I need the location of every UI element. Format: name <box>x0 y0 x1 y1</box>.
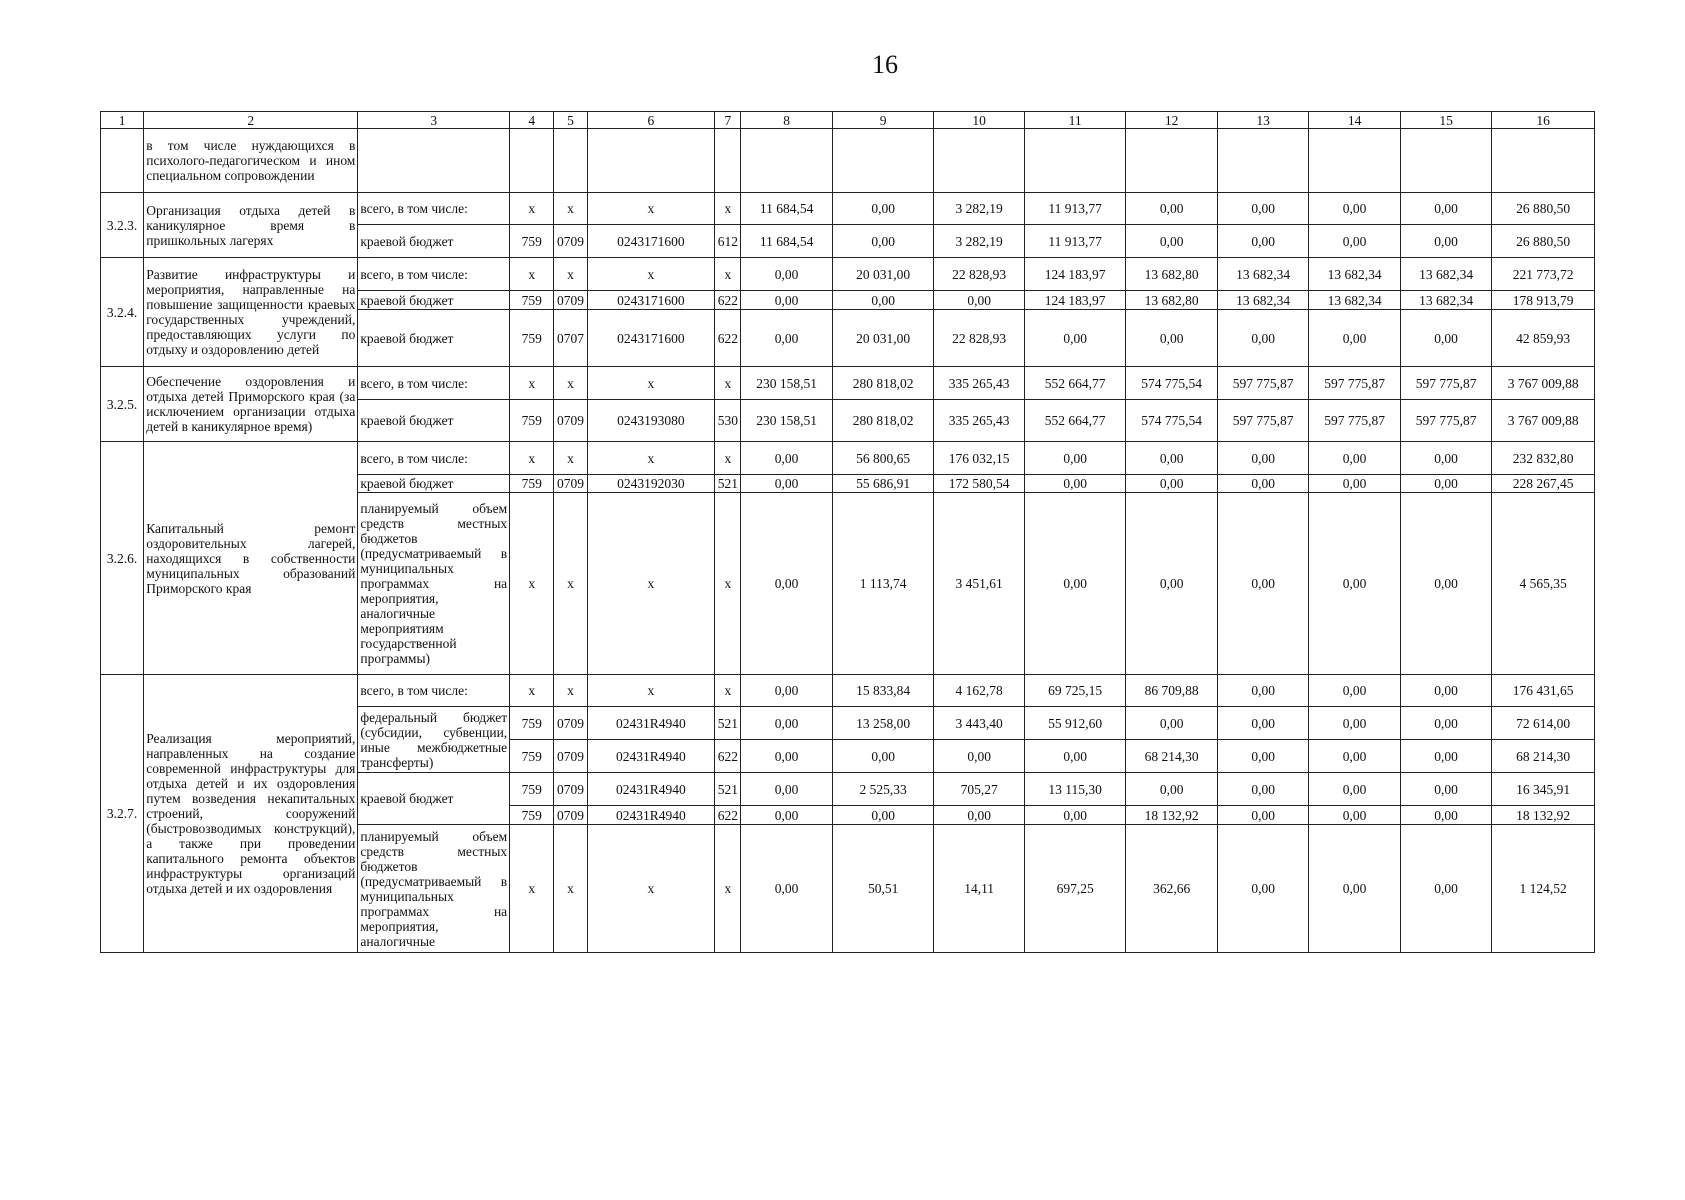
budget-code: 0709 <box>554 291 587 310</box>
activity-description: Развитие инфраструктуры и мероприятия, направленные на повышение защищенности краевых государственных учреждений, предоставляющих услуги по отдыху и оздоровлению детей <box>144 258 358 367</box>
value-cell: 0,00 <box>1126 442 1217 475</box>
column-number: 2 <box>144 112 358 129</box>
budget-code: x <box>510 367 554 400</box>
value-cell: 0,00 <box>1400 475 1491 493</box>
budget-code: x <box>510 493 554 675</box>
budget-code: x <box>715 825 741 953</box>
value-cell: 335 265,43 <box>934 400 1024 442</box>
value-cell: 0,00 <box>1126 773 1217 806</box>
value-cell <box>832 129 934 193</box>
value-cell: 230 158,51 <box>741 400 832 442</box>
budget-code: 622 <box>715 740 741 773</box>
value-cell <box>934 129 1024 193</box>
value-cell: 335 265,43 <box>934 367 1024 400</box>
budget-code <box>715 129 741 193</box>
value-cell <box>1309 129 1400 193</box>
table-row <box>101 367 1595 400</box>
value-cell: 0,00 <box>1400 225 1491 258</box>
activity-description: Капитальный ремонт оздоровительных лагерей, находящихся в собственности муниципальных образований Приморского края <box>144 442 358 675</box>
total-cell: 42 859,93 <box>1492 310 1595 367</box>
funding-source: всего, в том числе: <box>358 442 510 475</box>
value-cell: 55 912,60 <box>1024 707 1126 740</box>
value-cell: 0,00 <box>741 773 832 806</box>
budget-code: 0709 <box>554 225 587 258</box>
budget-code: 0709 <box>554 773 587 806</box>
value-cell: 0,00 <box>1309 773 1400 806</box>
value-cell: 69 725,15 <box>1024 675 1126 707</box>
value-cell: 0,00 <box>1217 475 1308 493</box>
value-cell: 0,00 <box>741 806 832 825</box>
item-number: 3.2.5. <box>101 367 144 442</box>
value-cell: 0,00 <box>1309 493 1400 675</box>
total-cell: 221 773,72 <box>1492 258 1595 291</box>
budget-code: x <box>554 825 587 953</box>
budget-code: x <box>587 825 715 953</box>
value-cell: 280 818,02 <box>832 400 934 442</box>
funding-source: краевой бюджет <box>358 291 510 310</box>
budget-code: x <box>554 367 587 400</box>
value-cell: 0,00 <box>1024 442 1126 475</box>
value-cell: 597 775,87 <box>1400 400 1491 442</box>
item-number: 3.2.4. <box>101 258 144 367</box>
value-cell: 0,00 <box>741 740 832 773</box>
funding-source: краевой бюджет <box>358 225 510 258</box>
value-cell: 3 282,19 <box>934 225 1024 258</box>
value-cell: 124 183,97 <box>1024 291 1126 310</box>
value-cell: 4 162,78 <box>934 675 1024 707</box>
item-number: 3.2.6. <box>101 442 144 675</box>
budget-table <box>100 111 1595 953</box>
value-cell: 55 686,91 <box>832 475 934 493</box>
value-cell: 0,00 <box>741 825 832 953</box>
budget-code: x <box>554 675 587 707</box>
value-cell: 13 682,34 <box>1217 258 1308 291</box>
value-cell: 0,00 <box>1309 442 1400 475</box>
value-cell: 0,00 <box>1309 675 1400 707</box>
value-cell: 0,00 <box>1309 310 1400 367</box>
budget-code <box>510 129 554 193</box>
value-cell: 22 828,93 <box>934 258 1024 291</box>
value-cell: 0,00 <box>1309 475 1400 493</box>
value-cell: 0,00 <box>1217 193 1308 225</box>
budget-code: 622 <box>715 806 741 825</box>
value-cell: 0,00 <box>1126 225 1217 258</box>
value-cell: 597 775,87 <box>1217 367 1308 400</box>
budget-code: 0709 <box>554 475 587 493</box>
value-cell: 0,00 <box>741 707 832 740</box>
value-cell: 0,00 <box>741 291 832 310</box>
value-cell: 0,00 <box>1400 740 1491 773</box>
value-cell: 13 682,34 <box>1400 291 1491 310</box>
funding-source: всего, в том числе: <box>358 367 510 400</box>
column-number: 8 <box>741 112 832 129</box>
budget-code: x <box>510 442 554 475</box>
value-cell: 20 031,00 <box>832 258 934 291</box>
funding-source: краевой бюджет <box>358 400 510 442</box>
value-cell: 0,00 <box>1024 475 1126 493</box>
budget-code: x <box>715 675 741 707</box>
value-cell: 0,00 <box>1309 707 1400 740</box>
value-cell: 0,00 <box>1400 806 1491 825</box>
value-cell: 230 158,51 <box>741 367 832 400</box>
budget-code: x <box>587 493 715 675</box>
total-cell: 232 832,80 <box>1492 442 1595 475</box>
budget-code: 759 <box>510 740 554 773</box>
value-cell: 11 913,77 <box>1024 193 1126 225</box>
budget-code: x <box>715 442 741 475</box>
funding-source: планируемый объем средств местных бюджетов (предусматриваемый в муниципальных программах на мероприятия, аналогичные мероприятиям государственной программы) <box>358 493 510 675</box>
value-cell: 0,00 <box>934 806 1024 825</box>
value-cell: 0,00 <box>1217 773 1308 806</box>
value-cell: 13 682,34 <box>1309 258 1400 291</box>
value-cell: 0,00 <box>1400 193 1491 225</box>
value-cell: 0,00 <box>832 225 934 258</box>
value-cell: 0,00 <box>1126 310 1217 367</box>
budget-code: x <box>587 193 715 225</box>
budget-code: 0243171600 <box>587 310 715 367</box>
funding-source: краевой бюджет <box>358 475 510 493</box>
budget-code: 0709 <box>554 707 587 740</box>
value-cell: 0,00 <box>1309 740 1400 773</box>
value-cell: 86 709,88 <box>1126 675 1217 707</box>
value-cell: 68 214,30 <box>1126 740 1217 773</box>
value-cell: 14,11 <box>934 825 1024 953</box>
value-cell: 20 031,00 <box>832 310 934 367</box>
value-cell: 56 800,65 <box>832 442 934 475</box>
value-cell: 0,00 <box>741 493 832 675</box>
column-number: 16 <box>1492 112 1595 129</box>
budget-code: 02431R4940 <box>587 806 715 825</box>
value-cell: 15 833,84 <box>832 675 934 707</box>
value-cell: 0,00 <box>832 291 934 310</box>
value-cell <box>1126 129 1217 193</box>
value-cell: 3 443,40 <box>934 707 1024 740</box>
table-row <box>101 442 1595 475</box>
budget-code: 02431R4940 <box>587 773 715 806</box>
funding-source: всего, в том числе: <box>358 675 510 707</box>
column-number: 9 <box>832 112 934 129</box>
total-cell: 68 214,30 <box>1492 740 1595 773</box>
value-cell: 0,00 <box>741 310 832 367</box>
value-cell: 697,25 <box>1024 825 1126 953</box>
total-cell: 26 880,50 <box>1492 193 1595 225</box>
budget-code: 759 <box>510 475 554 493</box>
value-cell: 11 684,54 <box>741 193 832 225</box>
budget-code: 759 <box>510 310 554 367</box>
value-cell: 13 682,34 <box>1217 291 1308 310</box>
value-cell: 11 684,54 <box>741 225 832 258</box>
budget-code: x <box>715 367 741 400</box>
column-number: 7 <box>715 112 741 129</box>
column-number: 12 <box>1126 112 1217 129</box>
budget-code: x <box>587 675 715 707</box>
budget-code: 0243171600 <box>587 291 715 310</box>
value-cell <box>1400 129 1491 193</box>
total-cell: 176 431,65 <box>1492 675 1595 707</box>
budget-code: 759 <box>510 806 554 825</box>
value-cell: 0,00 <box>1024 493 1126 675</box>
value-cell: 13 682,34 <box>1400 258 1491 291</box>
column-number: 10 <box>934 112 1024 129</box>
budget-code: 0709 <box>554 400 587 442</box>
value-cell: 0,00 <box>934 291 1024 310</box>
column-number: 15 <box>1400 112 1491 129</box>
total-cell: 178 913,79 <box>1492 291 1595 310</box>
value-cell: 0,00 <box>1217 310 1308 367</box>
value-cell: 0,00 <box>1126 193 1217 225</box>
budget-code: x <box>510 825 554 953</box>
value-cell: 0,00 <box>832 740 934 773</box>
value-cell: 574 775,54 <box>1126 400 1217 442</box>
column-number: 11 <box>1024 112 1126 129</box>
budget-code: 521 <box>715 707 741 740</box>
value-cell: 13 682,80 <box>1126 258 1217 291</box>
value-cell: 597 775,87 <box>1217 400 1308 442</box>
value-cell: 3 451,61 <box>934 493 1024 675</box>
value-cell: 50,51 <box>832 825 934 953</box>
value-cell: 552 664,77 <box>1024 400 1126 442</box>
budget-code: x <box>554 258 587 291</box>
table-row <box>101 193 1595 225</box>
funding-source <box>358 129 510 193</box>
value-cell: 0,00 <box>1217 225 1308 258</box>
budget-code: x <box>715 193 741 225</box>
item-number: 3.2.3. <box>101 193 144 258</box>
value-cell: 0,00 <box>1126 475 1217 493</box>
total-cell: 228 267,45 <box>1492 475 1595 493</box>
column-number: 13 <box>1217 112 1308 129</box>
budget-code: 0243193080 <box>587 400 715 442</box>
budget-code: 521 <box>715 475 741 493</box>
column-number: 1 <box>101 112 144 129</box>
budget-code: x <box>554 442 587 475</box>
budget-code: 759 <box>510 225 554 258</box>
value-cell: 0,00 <box>832 806 934 825</box>
budget-code: 0707 <box>554 310 587 367</box>
budget-code: x <box>510 258 554 291</box>
value-cell: 0,00 <box>1217 493 1308 675</box>
total-cell: 72 614,00 <box>1492 707 1595 740</box>
funding-source: краевой бюджет <box>358 310 510 367</box>
column-number: 5 <box>554 112 587 129</box>
budget-code: x <box>715 258 741 291</box>
budget-code: x <box>587 367 715 400</box>
funding-source: всего, в том числе: <box>358 258 510 291</box>
budget-code: 612 <box>715 225 741 258</box>
activity-description: в том числе нуждающихся в психолого-педагогическом и ином специальном сопровождении <box>144 129 358 193</box>
column-number: 4 <box>510 112 554 129</box>
value-cell: 362,66 <box>1126 825 1217 953</box>
value-cell: 0,00 <box>741 475 832 493</box>
value-cell: 0,00 <box>741 258 832 291</box>
value-cell: 0,00 <box>1309 193 1400 225</box>
value-cell: 0,00 <box>1217 825 1308 953</box>
value-cell: 597 775,87 <box>1309 400 1400 442</box>
value-cell: 0,00 <box>1024 806 1126 825</box>
value-cell: 2 525,33 <box>832 773 934 806</box>
value-cell: 0,00 <box>1400 310 1491 367</box>
value-cell: 0,00 <box>1126 493 1217 675</box>
value-cell: 13 115,30 <box>1024 773 1126 806</box>
column-number: 6 <box>587 112 715 129</box>
value-cell: 13 682,34 <box>1309 291 1400 310</box>
budget-code: 0243171600 <box>587 225 715 258</box>
value-cell: 0,00 <box>1309 806 1400 825</box>
value-cell: 280 818,02 <box>832 367 934 400</box>
value-cell: 0,00 <box>1400 442 1491 475</box>
value-cell: 0,00 <box>1217 740 1308 773</box>
budget-code: 0709 <box>554 740 587 773</box>
budget-code: 521 <box>715 773 741 806</box>
value-cell: 705,27 <box>934 773 1024 806</box>
total-cell: 1 124,52 <box>1492 825 1595 953</box>
value-cell: 0,00 <box>1217 806 1308 825</box>
item-number <box>101 129 144 193</box>
value-cell: 22 828,93 <box>934 310 1024 367</box>
page-number: 16 <box>872 50 898 79</box>
budget-code: x <box>587 442 715 475</box>
value-cell: 0,00 <box>1400 675 1491 707</box>
budget-code <box>587 129 715 193</box>
value-cell: 0,00 <box>832 193 934 225</box>
value-cell: 0,00 <box>1400 493 1491 675</box>
total-cell: 3 767 009,88 <box>1492 367 1595 400</box>
funding-source: всего, в том числе: <box>358 193 510 225</box>
budget-code: 530 <box>715 400 741 442</box>
value-cell: 124 183,97 <box>1024 258 1126 291</box>
budget-code: 759 <box>510 707 554 740</box>
value-cell: 0,00 <box>1400 707 1491 740</box>
value-cell: 0,00 <box>1217 675 1308 707</box>
value-cell: 0,00 <box>934 740 1024 773</box>
value-cell: 0,00 <box>1309 825 1400 953</box>
budget-code: x <box>510 675 554 707</box>
budget-code: x <box>587 258 715 291</box>
budget-code: 759 <box>510 400 554 442</box>
budget-code: x <box>510 193 554 225</box>
table-row <box>101 675 1595 707</box>
total-cell: 4 565,35 <box>1492 493 1595 675</box>
value-cell: 0,00 <box>1217 707 1308 740</box>
value-cell: 552 664,77 <box>1024 367 1126 400</box>
budget-code: 02431R4940 <box>587 707 715 740</box>
column-number: 3 <box>358 112 510 129</box>
value-cell: 18 132,92 <box>1126 806 1217 825</box>
value-cell: 1 113,74 <box>832 493 934 675</box>
budget-code: 0243192030 <box>587 475 715 493</box>
value-cell: 0,00 <box>741 442 832 475</box>
value-cell: 0,00 <box>1126 707 1217 740</box>
item-number: 3.2.7. <box>101 675 144 953</box>
value-cell <box>741 129 832 193</box>
budget-code <box>554 129 587 193</box>
value-cell: 0,00 <box>1217 442 1308 475</box>
funding-source: краевой бюджет <box>358 773 510 825</box>
activity-description: Реализация мероприятий, направленных на создание современной инфраструктуры для отдыха детей и их оздоровления путем возведения некапитальных строений, сооружений (быстровозводимых конструкций), а также при проведении капитального ремонта объектов инфраструктуры организаций отдыха детей и их оздоровления <box>144 675 358 953</box>
value-cell: 0,00 <box>741 675 832 707</box>
activity-description: Обеспечение оздоровления и отдыха детей Приморского края (за исключением организации отдыха детей в каникулярное время) <box>144 367 358 442</box>
budget-code: 759 <box>510 291 554 310</box>
value-cell: 11 913,77 <box>1024 225 1126 258</box>
value-cell: 597 775,87 <box>1309 367 1400 400</box>
budget-code: 622 <box>715 310 741 367</box>
budget-code: 02431R4940 <box>587 740 715 773</box>
funding-source: планируемый объем средств местных бюджетов (предусматриваемый в муниципальных программах на мероприятия, аналогичные <box>358 825 510 953</box>
budget-code: x <box>715 493 741 675</box>
column-number: 14 <box>1309 112 1400 129</box>
budget-code: x <box>554 193 587 225</box>
total-cell <box>1492 129 1595 193</box>
funding-source: федеральный бюджет (субсидии, субвенции, иные межбюджетные трансферты) <box>358 707 510 773</box>
total-cell: 3 767 009,88 <box>1492 400 1595 442</box>
budget-code: 622 <box>715 291 741 310</box>
value-cell: 172 580,54 <box>934 475 1024 493</box>
value-cell <box>1217 129 1308 193</box>
value-cell: 0,00 <box>1024 310 1126 367</box>
budget-code: 0709 <box>554 806 587 825</box>
table-row <box>101 129 1595 193</box>
value-cell: 13 258,00 <box>832 707 934 740</box>
value-cell: 0,00 <box>1400 773 1491 806</box>
table-row <box>101 258 1595 291</box>
total-cell: 18 132,92 <box>1492 806 1595 825</box>
value-cell: 597 775,87 <box>1400 367 1491 400</box>
total-cell: 16 345,91 <box>1492 773 1595 806</box>
value-cell <box>1024 129 1126 193</box>
activity-description: Организация отдыха детей в каникулярное время в пришкольных лагерях <box>144 193 358 258</box>
value-cell: 13 682,80 <box>1126 291 1217 310</box>
budget-code: x <box>554 493 587 675</box>
total-cell: 26 880,50 <box>1492 225 1595 258</box>
value-cell: 0,00 <box>1024 740 1126 773</box>
budget-code: 759 <box>510 773 554 806</box>
value-cell: 0,00 <box>1400 825 1491 953</box>
value-cell: 574 775,54 <box>1126 367 1217 400</box>
value-cell: 0,00 <box>1309 225 1400 258</box>
value-cell: 3 282,19 <box>934 193 1024 225</box>
value-cell: 176 032,15 <box>934 442 1024 475</box>
table-header-row <box>101 112 1595 129</box>
